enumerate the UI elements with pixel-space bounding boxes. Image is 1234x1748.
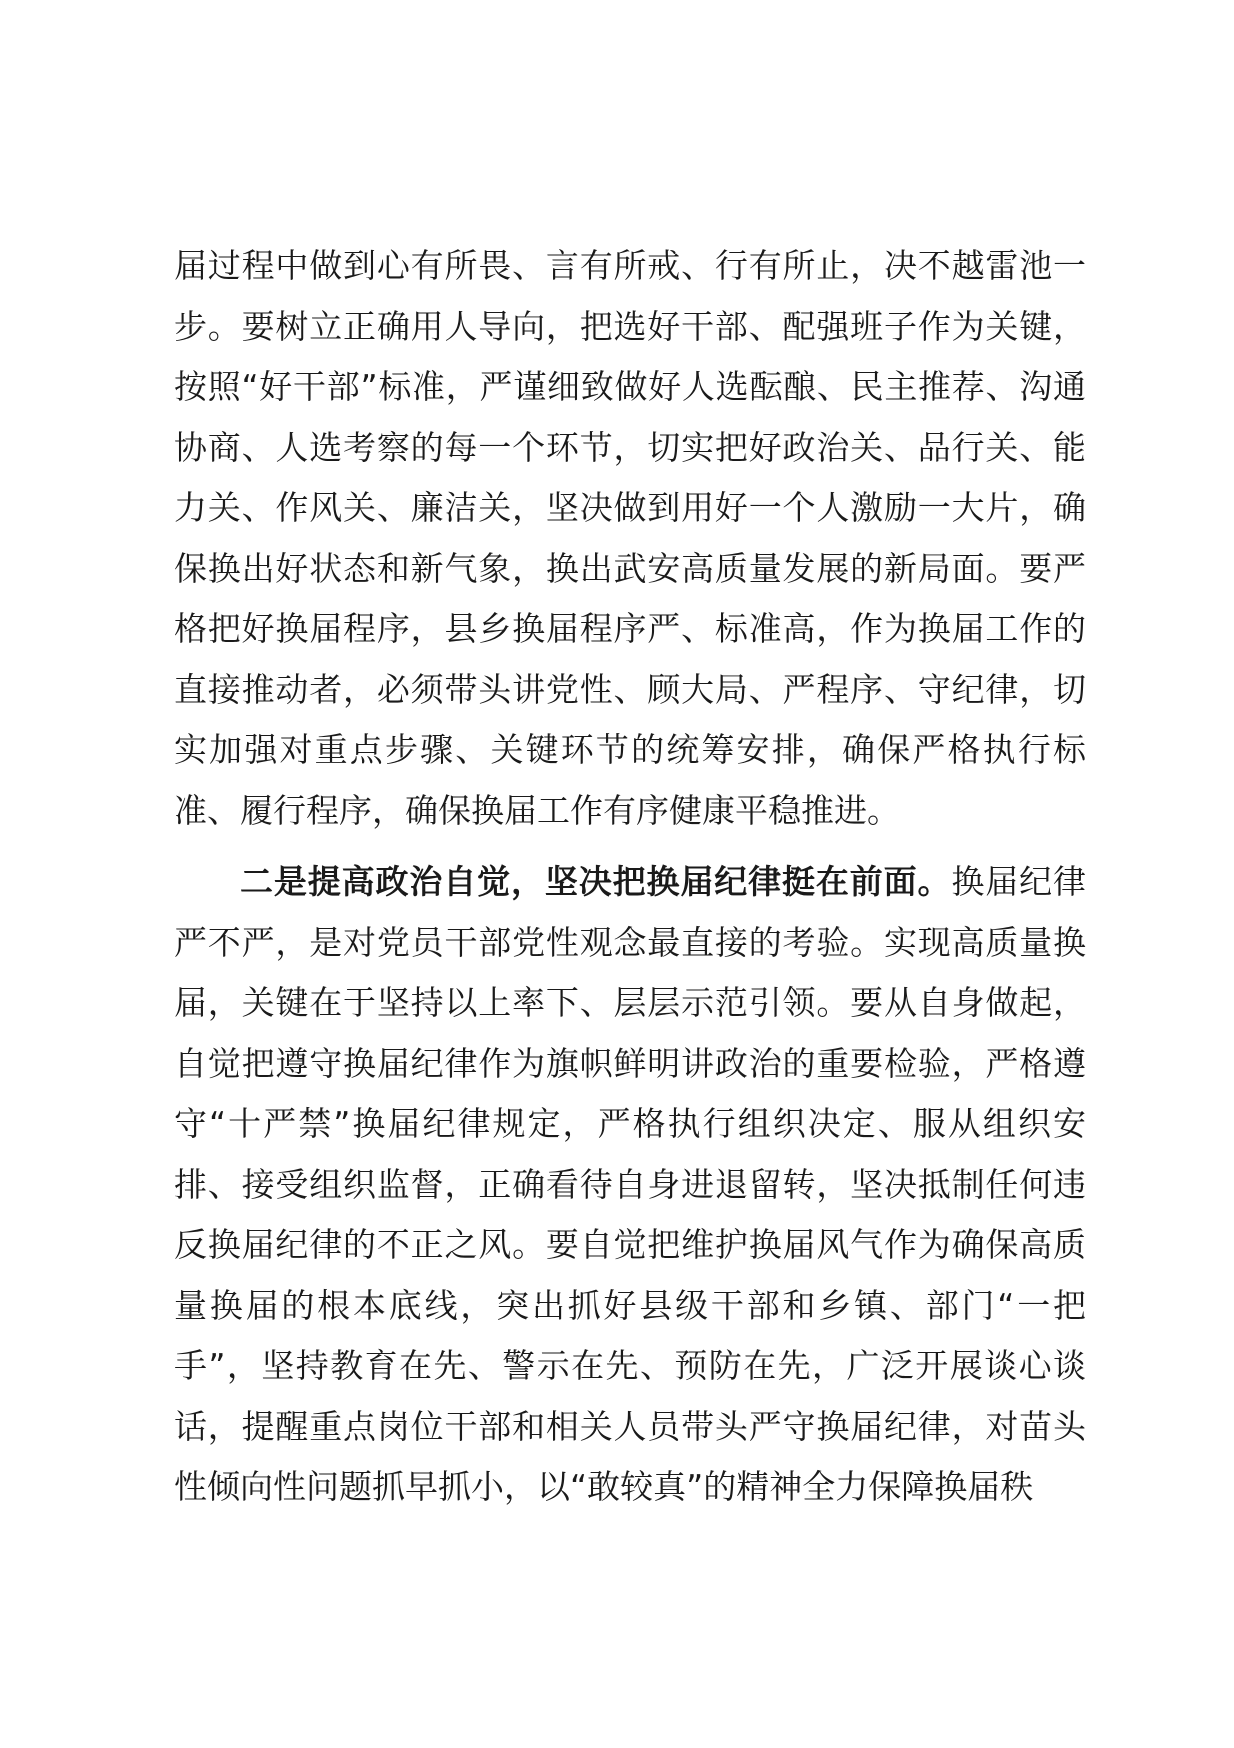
body-text <box>174 236 1086 1518</box>
paragraph-continuation: 届过程中做到心有所畏、言有所戒、行有所止，决不越雷池一步。要树立正确用人导向，把选好干部、配强班子作为关键，按照“好干部”标准，严谨细致做好人选酝酿、民主推荐、沟通协商、人选考察的每一个环节，切实把好政治关、品行关、能力关、作风关、廉洁关，坚决做到用好一个人激励一大片，确保换出好状态和新气象，换出武安高质量发展的新局面。要严格把好换届程序，县乡换届程序严、标准高，作为换届工作的直接推动者，必须带头讲党性、顾大局、严程序、守纪律，切实加强对重点步骤、关键环节的统筹安排，确保严格执行标准、履行程序，确保换届工作有序健康平稳推进。 <box>174 246 1086 830</box>
paragraph-lead-heading: 二是提高政治自觉，坚决把换届纪律挺在前面。 <box>240 862 952 901</box>
paragraph-two <box>174 852 1086 1518</box>
paragraph-body: 换届纪律严不严，是对党员干部党性观念最直接的考验。实现高质量换届，关键在于坚持以上率下、层层示范引领。要从自身做起，自觉把遵守换届纪律作为旗帜鲜明讲政治的重要检验，严格遵守“十严禁”换届纪律规定，严格执行组织决定、服从组织安排、接受组织监督，正确看待自身进退留转，坚决抵制任何违反换届纪律的不正之风。要自觉把维护换届风气作为确保高质量换届的根本底线，突出抓好县级干部和乡镇、部门“一把手”，坚持教育在先、警示在先、预防在先，广泛开展谈心谈话，提醒重点岗位干部和相关人员带头严守换届纪律，对苗头性倾向性问题抓早抓小，以“敢较真”的精神全力保障换届秩 <box>174 862 1086 1506</box>
